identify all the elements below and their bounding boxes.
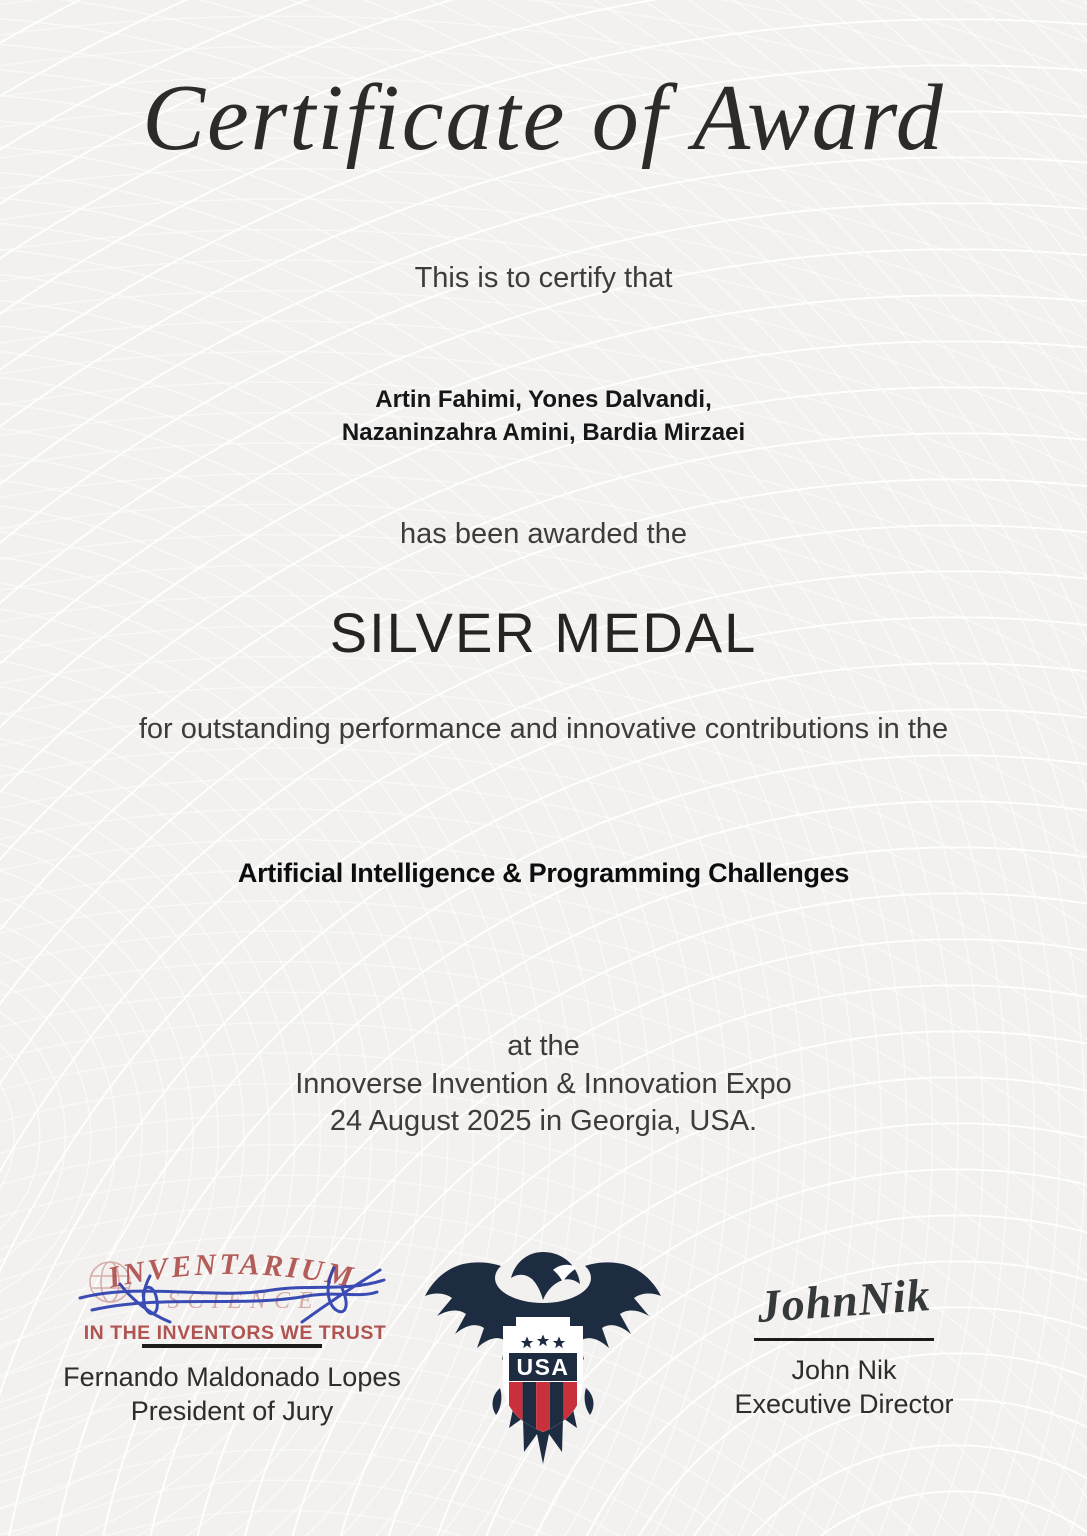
award-name: SILVER MEDAL: [329, 601, 758, 664]
certify-intro: This is to certify that: [414, 262, 673, 294]
usa-eagle-logo: [403, 1222, 683, 1467]
signature-script-right: JohnNik: [755, 1269, 933, 1332]
recipient-names: [0, 383, 1087, 449]
award-reason: for outstanding performance and innovative contributions in the: [138, 713, 949, 745]
signatory-right-name: John Nik: [791, 1355, 897, 1385]
certificate-title: Certificate of Award: [142, 66, 945, 170]
inventarium-stamp: [72, 1242, 392, 1354]
signatory-right: [674, 1270, 1014, 1421]
event-intro: at the: [507, 1030, 580, 1062]
event-details: [0, 1028, 1087, 1141]
stamp-middle-text: SCIENCE: [167, 1288, 321, 1314]
event-name: Innoverse Invention & Innovation Expo: [295, 1067, 792, 1100]
signatory-left-role: President of Jury: [130, 1396, 334, 1426]
usa-label: USA: [516, 1354, 570, 1380]
award-intro: has been awarded the: [400, 518, 687, 550]
signatory-right-role: Executive Director: [734, 1389, 954, 1419]
stamp-bottom-text: IN THE INVENTORS WE TRUST: [83, 1322, 387, 1344]
signature-line-left: [142, 1344, 322, 1348]
signature-line-right: [754, 1338, 934, 1341]
award-category: Artificial Intelligence & Programming Challenges: [237, 858, 850, 888]
stamp-arc-text: INVENTARIUM: [105, 1247, 359, 1295]
recipient-names-line1: Artin Fahimi, Yones Dalvandi,: [375, 386, 712, 413]
signatory-left-name: Fernando Maldonado Lopes: [63, 1362, 401, 1392]
signatory-left: [60, 1242, 404, 1428]
event-date-location: 24 August 2025 in Georgia, USA.: [329, 1105, 758, 1137]
recipient-names-line2: Nazaninzahra Amini, Bardia Mirzaei: [341, 419, 746, 446]
